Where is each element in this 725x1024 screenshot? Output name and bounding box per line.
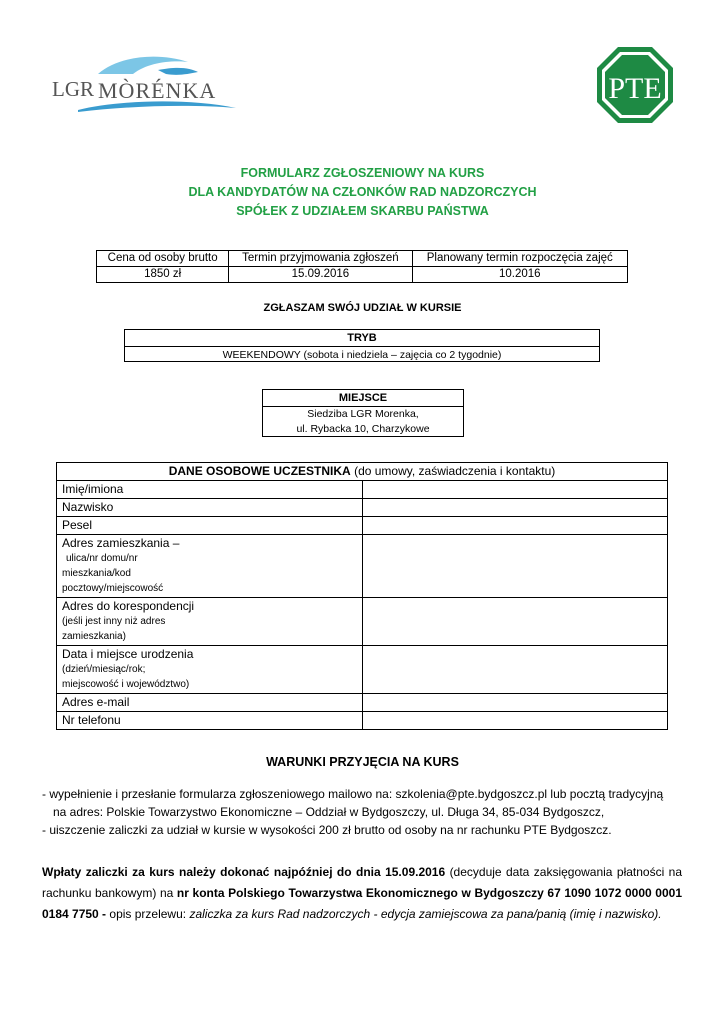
table-row <box>57 481 668 499</box>
price-header: Cena od osoby brutto <box>97 251 229 267</box>
wave-icon <box>78 101 236 112</box>
correspondence-address-field[interactable] <box>362 598 668 646</box>
fish-tail-icon <box>158 68 198 75</box>
deadline-header: Termin przyjmowania zgłoszeń <box>229 251 412 267</box>
table-row <box>57 499 668 517</box>
birth-main: Data i miejsce urodzenia <box>62 647 194 661</box>
location-box <box>262 389 464 437</box>
personal-data-table <box>56 462 668 730</box>
home-address-sub-1: ulica/nr domu/nr <box>66 553 138 564</box>
home-address-field[interactable] <box>362 535 668 598</box>
payment-deadline: Wpłaty zaliczki za kurs należy dokonać najpóźniej do dnia 15.09.2016 <box>42 865 446 879</box>
personal-data-heading <box>57 463 668 481</box>
start-date-value: 10.2016 <box>412 267 627 283</box>
pesel-label: Pesel <box>57 517 363 535</box>
pesel-field[interactable] <box>362 517 668 535</box>
payment-description: zaliczka za kurs Rad nadzorczych - edycja zamiejscowa za pana/panią (imię i nazwisko). <box>189 907 662 921</box>
last-name-label: Nazwisko <box>57 499 363 517</box>
morenka-logo-text: MÒRÉNKA <box>98 78 217 103</box>
correspondence-main: Adres do korespondencji <box>62 599 195 613</box>
table-row <box>57 712 668 730</box>
conditions-title: WARUNKI PRZYJĘCIA NA KURS <box>266 755 459 769</box>
personal-heading-bold: DANE OSOBOWE UCZESTNIKA <box>168 464 351 478</box>
birth-field[interactable] <box>362 646 668 694</box>
payment-paragraph <box>42 862 682 925</box>
table-row <box>57 694 668 712</box>
payment-account: nr konta Polskiego Towarzystwa Ekonomicznego w Bydgoszczy 67 1090 1072 0000 0001 0184 7750 - <box>42 886 682 921</box>
pte-logo <box>596 46 674 124</box>
home-address-sub-2: mieszkania/kod <box>62 568 131 579</box>
location-heading: MIEJSCE <box>263 390 463 407</box>
location-line-2: ul. Rybacka 10, Charzykowe <box>296 423 430 435</box>
birth-sub-2: miejscowość i województwo) <box>62 679 190 690</box>
home-address-label <box>57 535 363 598</box>
mode-box <box>124 329 600 362</box>
conditions-list <box>42 785 682 839</box>
form-title <box>0 164 725 221</box>
first-name-field[interactable] <box>362 481 668 499</box>
personal-heading-rest: (do umowy, zaświadczenia i kontaktu) <box>350 464 556 478</box>
title-line-2: DLA KANDYDATÓW NA CZŁONKÓW RAD NADZORCZYCH <box>188 185 537 199</box>
birth-label <box>57 646 363 694</box>
first-name-label: Imię/imiona <box>57 481 363 499</box>
phone-field[interactable] <box>362 712 668 730</box>
declaration-heading: ZGŁASZAM SWÓJ UDZIAŁ W KURSIE <box>263 302 462 314</box>
title-line-1: FORMULARZ ZGŁOSZENIOWY NA KURS <box>240 166 485 180</box>
course-info-table <box>96 250 628 283</box>
table-row <box>57 463 668 481</box>
start-date-header: Planowany termin rozpoczęcia zajęć <box>412 251 627 267</box>
condition-line-1: - wypełnienie i przesłanie formularza zgłoszeniowego mailowo na: szkolenia@pte.bydgoszcz.pl lub pocztą tradycyjną <box>42 787 664 801</box>
correspondence-sub-2: zamieszkania) <box>62 631 126 642</box>
table-row <box>97 267 628 283</box>
title-line-3: SPÓŁEK Z UDZIAŁEM SKARBU PAŃSTWA <box>236 204 489 218</box>
price-value: 1850 zł <box>97 267 229 283</box>
mode-value: WEEKENDOWY (sobota i niedziela – zajęcia co 2 tygodnie) <box>222 349 502 361</box>
table-row <box>57 517 668 535</box>
location-line-1: Siedziba LGR Morenka, <box>307 408 419 420</box>
home-address-sub-3: pocztowy/miejscowość <box>62 583 164 594</box>
deadline-value: 15.09.2016 <box>229 267 412 283</box>
correspondence-sub-1: (jeśli jest inny niż adres <box>62 616 166 627</box>
table-row <box>57 646 668 694</box>
payment-text-2: opis przelewu: <box>106 907 190 921</box>
email-field[interactable] <box>362 694 668 712</box>
payment-text-1: (decyduje data zaksięgowania płatności na rachunku bankowym) na <box>42 865 683 900</box>
table-row <box>57 598 668 646</box>
email-label: Adres e-mail <box>57 694 363 712</box>
lgr-logo-text: LGR <box>52 77 94 101</box>
table-row <box>57 535 668 598</box>
birth-sub-1: (dzień/miesiąc/rok; <box>62 664 146 675</box>
table-row <box>97 251 628 267</box>
lgr-morenka-logo <box>38 52 238 118</box>
home-address-main: Adres zamieszkania – <box>62 536 180 550</box>
mode-heading: TRYB <box>125 330 599 347</box>
condition-line-2: na adres: Polskie Towarzystwo Ekonomiczne – Oddział w Bydgoszczy, ul. Długa 34, 85-034 Bydgoszcz, <box>53 805 605 819</box>
pte-logo-text: PTE <box>608 72 662 105</box>
correspondence-address-label <box>57 598 363 646</box>
last-name-field[interactable] <box>362 499 668 517</box>
phone-label: Nr telefonu <box>57 712 363 730</box>
condition-line-3: - uiszczenie zaliczki za udział w kursie w wysokości 200 zł brutto od osoby na nr rachunku PTE Bydgoszcz. <box>42 823 612 837</box>
